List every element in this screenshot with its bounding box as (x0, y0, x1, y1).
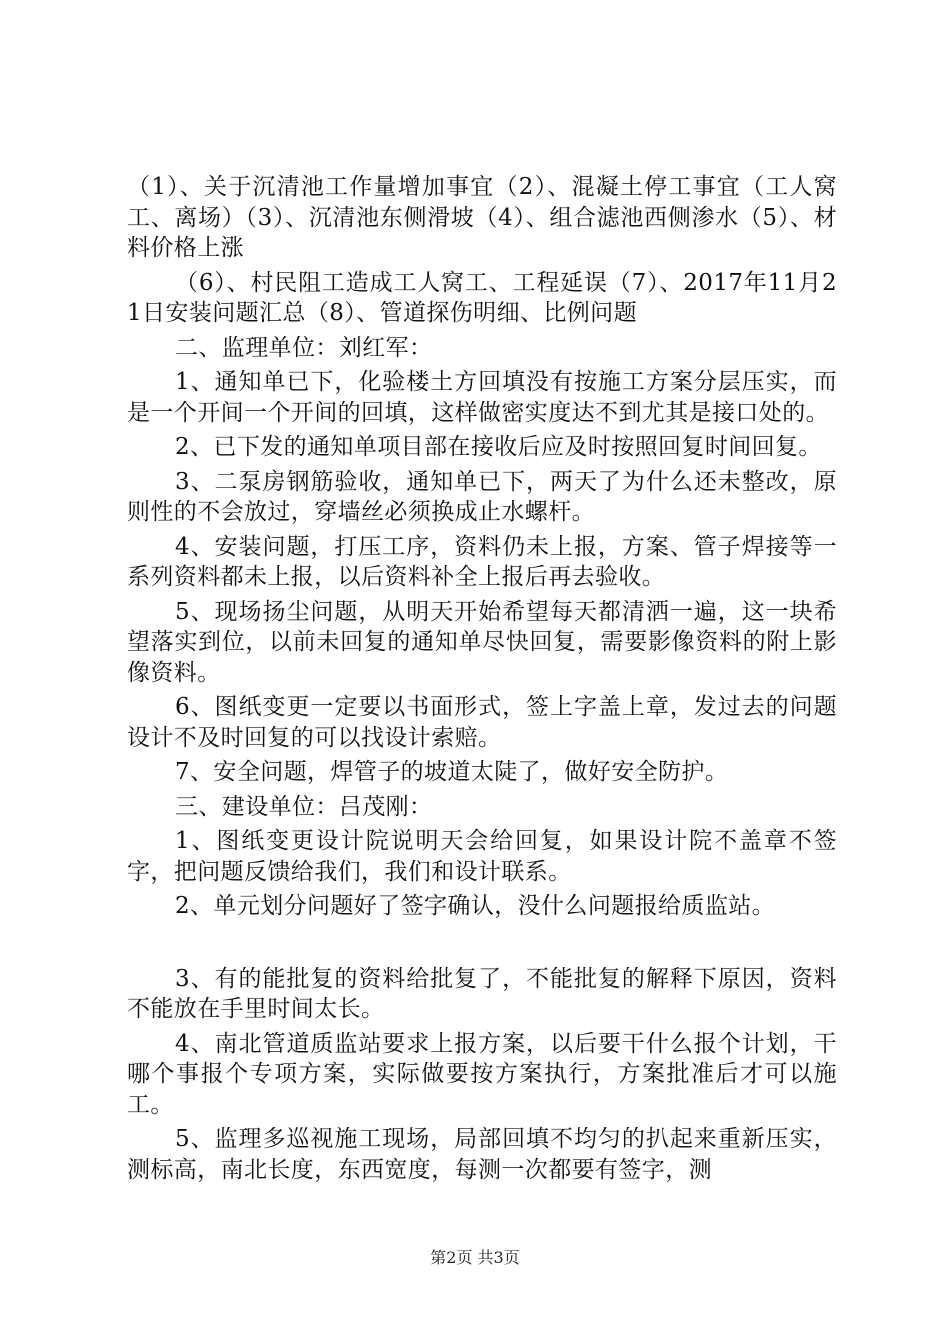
document-body (127, 172, 837, 1189)
supervision-item-2: 2、已下发的通知单项目部在接收后应及时按照回复时间回复。 (175, 434, 822, 460)
construction-item-4: 4、南北管道质监站要求上报方案，以后要干什么报个计划，干哪个事报个专项方案，实际做要按方案执行，方案批准后才可以施工。 (127, 1030, 837, 1118)
paragraph-items-6-8: （6）、村民阻工造成工人窝工、工程延误（7）、2017年11月21日安装问题汇总（8）、管道探伤明细、比例问题 (127, 269, 837, 326)
supervision-item-3: 3、二泵房钢筋验收，通知单已下，两天了为什么还未整改，原则性的不会放过，穿墙丝必须换成止水螺杆。 (127, 468, 837, 525)
section-heading-supervision: 二、监理单位：刘红军： (175, 334, 433, 361)
section-heading-construction: 三、建设单位：吕茂刚： (175, 793, 433, 820)
supervision-item-7: 7、安全问题，焊管子的坡道太陡了，做好安全防护。 (175, 759, 729, 785)
supervision-item-4: 4、安装问题，打压工序，资料仍未上报，方案、管子焊接等一系列资料都未上报，以后资料补全上报后再去验收。 (127, 533, 837, 590)
construction-item-1: 1、图纸变更设计院说明天会给回复，如果设计院不盖章不签字，把问题反馈给我们，我们和设计联系。 (127, 828, 837, 885)
supervision-item-5: 5、现场扬尘问题，从明天开始希望每天都清洒一遍，这一块希望落实到位，以前未回复的通知单尽快回复，需要影像资料的附上影像资料。 (127, 598, 837, 686)
construction-item-2: 2、单元划分问题好了签字确认，没什么问题报给质监站。 (175, 893, 776, 919)
construction-item-3: 3、有的能批复的资料给批复了，不能批复的解释下原因，资料不能放在手里时间太长。 (127, 965, 837, 1022)
page-number-footer: 第2页 共3页 (430, 1248, 520, 1267)
paragraph-items-1-5: （1）、关于沉清池工作量增加事宜（2）、混凝土停工事宜（工人窝工、离场）（3）、沉清池东侧滑坡（4）、组合滤池西侧渗水（5）、材料价格上涨 (127, 174, 837, 261)
supervision-item-6: 6、图纸变更一定要以书面形式，签上字盖上章，发过去的问题设计不及时回复的可以找设计索赔。 (127, 694, 837, 751)
construction-item-5: 5、监理多巡视施工现场，局部回填不均匀的扒起来重新压实，测标高，南北长度，东西宽度，每测一次都要有签字，测 (127, 1126, 837, 1183)
supervision-item-1: 1、通知单已下，化验楼土方回填没有按施工方案分层压实，而是一个开间一个开间的回填，这样做密实度达不到尤其是接口处的。 (127, 369, 837, 426)
